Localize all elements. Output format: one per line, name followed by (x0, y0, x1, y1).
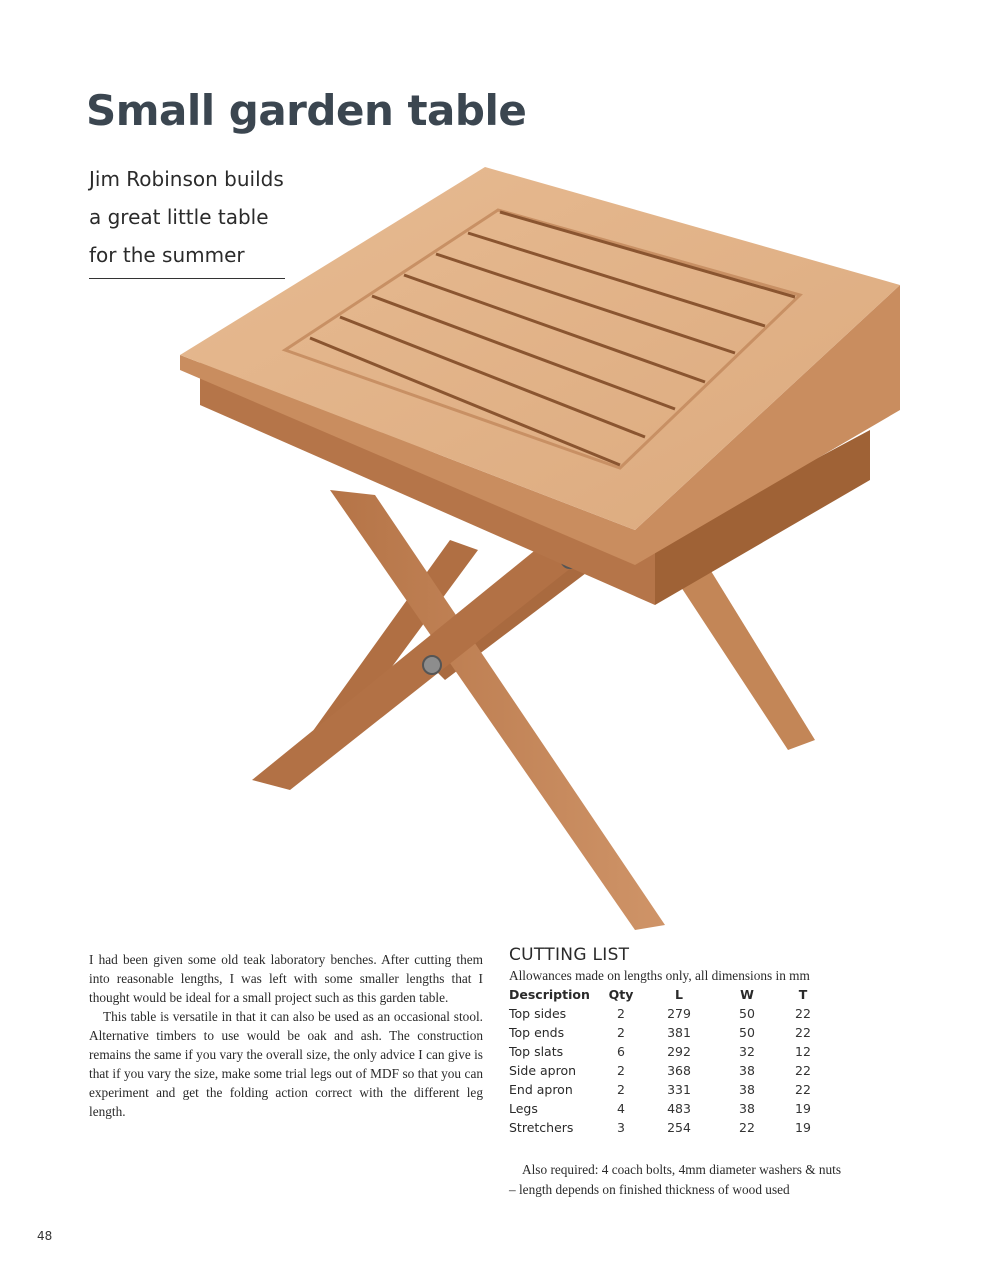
cutting-list-table (509, 985, 835, 1137)
cell: 331 (667, 1082, 691, 1097)
cell: 22 (739, 1120, 755, 1135)
table-row (509, 1099, 835, 1118)
table-row (509, 1061, 835, 1080)
cell: 3 (617, 1120, 625, 1135)
column-header: Description (509, 987, 590, 1002)
cell: Stretchers (509, 1120, 574, 1135)
cell: 279 (667, 1006, 691, 1021)
page-title: Small garden table (86, 86, 527, 135)
body-paragraph: I had been given some old teak laboratory benches. After cutting them into reasonable lengths, I was left with some smaller lengths that I thought would be ideal for a small project such as this garden table. (89, 952, 483, 1005)
cell: Side apron (509, 1063, 577, 1078)
table-row (509, 1080, 835, 1099)
cell: 22 (795, 1006, 811, 1021)
cell: 6 (617, 1044, 625, 1059)
allowances-note: Allowances made on lengths only, all dimensions in mm (509, 968, 810, 983)
cell: 38 (739, 1082, 755, 1097)
cell: 32 (739, 1044, 755, 1059)
cell: 12 (795, 1044, 811, 1059)
cell: 50 (739, 1006, 755, 1021)
cell: Legs (509, 1101, 538, 1116)
standfirst-line: a great little table (89, 205, 269, 229)
cell: 22 (795, 1025, 811, 1040)
cell: 19 (795, 1120, 811, 1135)
also-required-line: – length depends on finished thickness of wood used (509, 1182, 790, 1197)
column-header: Qty (608, 987, 634, 1002)
standfirst-line: for the summer (89, 243, 245, 267)
cell: 50 (739, 1025, 755, 1040)
cell: 292 (667, 1044, 691, 1059)
cell: 22 (795, 1082, 811, 1097)
cell: End apron (509, 1082, 573, 1097)
cell: 2 (617, 1063, 625, 1078)
body-paragraph: This table is versatile in that it can also be used as an occasional stool. Alternative timbers to use would be oak and ash. The construction remains the same if you vary the overall size, the only advice I can give is that if you vary the size, make some trial legs out of MDF so that you can experiment and get the folding action correct with the different leg length. (89, 1009, 483, 1119)
cell: 368 (667, 1063, 691, 1078)
cell: 19 (795, 1101, 811, 1116)
cell: Top slats (509, 1044, 564, 1059)
cutting-list (509, 945, 869, 1137)
cell: 483 (667, 1101, 691, 1116)
column-header: L (675, 987, 683, 1002)
bolt (423, 656, 441, 674)
standfirst-line: Jim Robinson builds (89, 167, 284, 191)
column-header: T (798, 987, 808, 1002)
cell: 381 (667, 1025, 691, 1040)
cell: Top sides (509, 1006, 567, 1021)
cell: 2 (617, 1006, 625, 1021)
table-row (509, 1004, 835, 1023)
article-body (89, 950, 483, 1121)
cell: 38 (739, 1063, 755, 1078)
table-header-row (509, 985, 835, 1004)
cell: 4 (617, 1101, 625, 1116)
table-row (509, 1042, 835, 1061)
cell: 38 (739, 1101, 755, 1116)
column-header: W (740, 987, 754, 1002)
cell: 2 (617, 1082, 625, 1097)
cutting-list-heading: CUTTING LIST (509, 945, 630, 965)
page-number: 48 (37, 1229, 53, 1243)
also-required-note (509, 1160, 869, 1200)
cell: 22 (795, 1063, 811, 1078)
cell: 254 (667, 1120, 691, 1135)
table-row (509, 1023, 835, 1042)
also-required-line: Also required: 4 coach bolts, 4mm diameter washers & nuts (522, 1162, 842, 1177)
table-row (509, 1118, 835, 1137)
garden-table-photo (160, 150, 920, 940)
cell: 2 (617, 1025, 625, 1040)
cell: Top ends (509, 1025, 565, 1040)
